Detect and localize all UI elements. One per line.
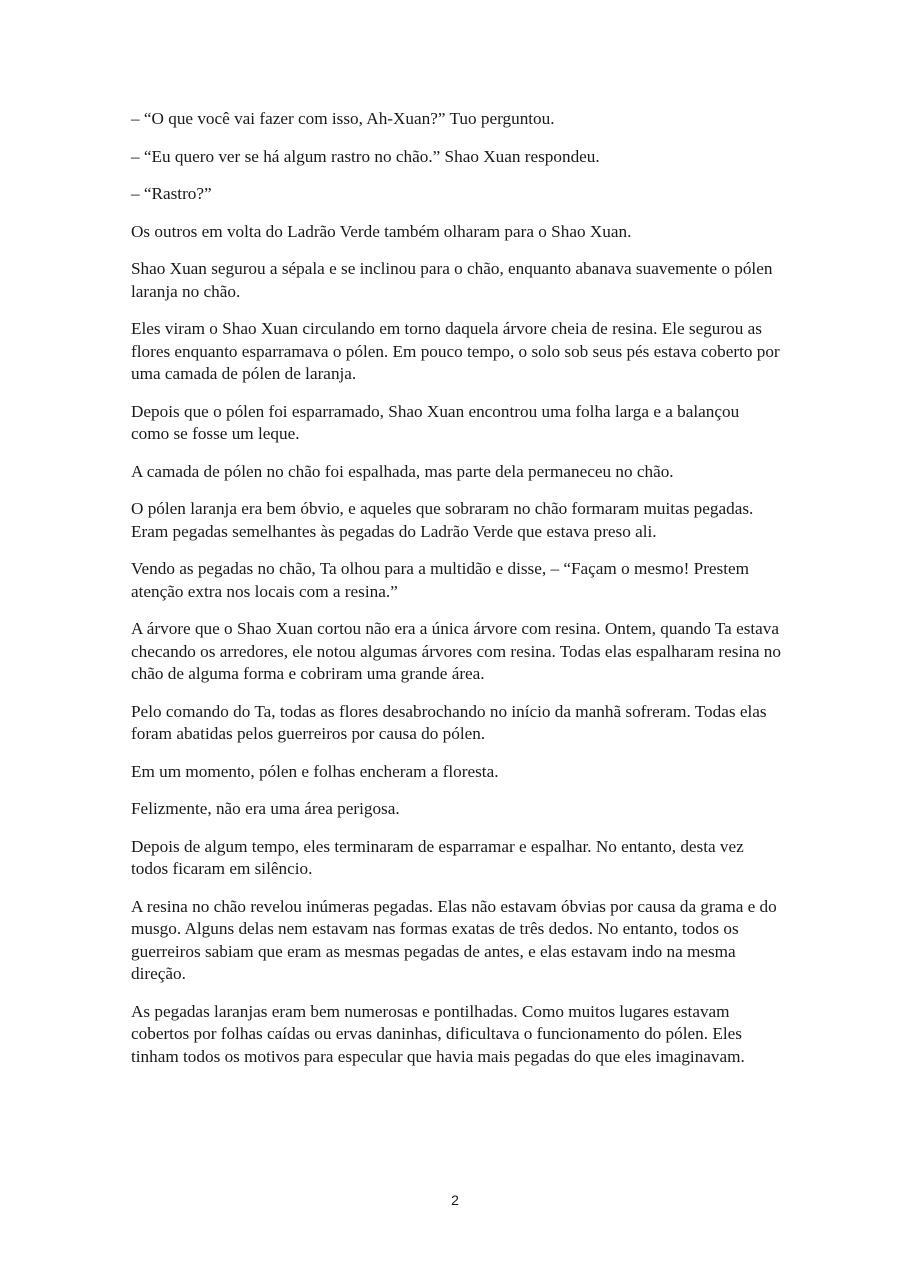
paragraph: Depois que o pólen foi esparramado, Shao Xuan encontrou uma folha larga e a balançou como se fosse um leque. <box>131 401 740 443</box>
paragraph: A árvore que o Shao Xuan cortou não era a única árvore com resina. Ontem, quando Ta estava checando os arredores, ele notou algumas árvores com resina. Todas elas espalharam resina no chão de alguma forma e cobriram uma grande área. <box>131 619 781 683</box>
paragraph: – “Rastro?” <box>131 184 212 203</box>
paragraph: Felizmente, não era uma área perigosa. <box>131 799 400 818</box>
paragraph: O pólen laranja era bem óbvio, e aqueles que sobraram no chão formaram muitas pegadas. Eram pegadas semelhantes às pegadas do Ladrão Verde que estava preso ali. <box>131 499 754 541</box>
paragraph: Shao Xuan segurou a sépala e se inclinou para o chão, enquanto abanava suavemente o pólen laranja no chão. <box>131 259 773 301</box>
paragraph: Pelo comando do Ta, todas as flores desabrochando no início da manhã sofreram. Todas elas foram abatidas pelos guerreiros por causa do pólen. <box>131 701 767 743</box>
paragraph: – “Eu quero ver se há algum rastro no chão.” Shao Xuan respondeu. <box>131 146 600 166</box>
paragraph: Os outros em volta do Ladrão Verde também olharam para o Shao Xuan. <box>131 221 632 241</box>
paragraph: A camada de pólen no chão foi espalhada, mas parte dela permaneceu no chão. <box>131 461 674 481</box>
paragraph: As pegadas laranjas eram bem numerosas e pontilhadas. Como muitos lugares estavam cobertos por folhas caídas ou ervas daninhas, dificultava o funcionamento do pólen. Eles tinham todos os motivos para especular que havia mais pegadas do que eles imaginavam. <box>131 1001 745 1066</box>
paragraph: – “O que você vai fazer com isso, Ah-Xuan?” Tuo perguntou. <box>131 109 555 128</box>
paragraph: Eles viram o Shao Xuan circulando em torno daquela árvore cheia de resina. Ele segurou as flores enquanto esparramava o pólen. Em pouco tempo, o solo sob seus pés estava coberto por uma camada de pólen de laranja. <box>131 319 780 383</box>
paragraph: Vendo as pegadas no chão, Ta olhou para a multidão e disse, – “Façam o mesmo! Prestem atenção extra nos locais com a resina.” <box>131 559 750 601</box>
page-number: 2 <box>451 1192 459 1208</box>
body-text <box>131 108 781 1083</box>
paragraph: A resina no chão revelou inúmeras pegadas. Elas não estavam óbvias por causa da grama e do musgo. Alguns delas nem estavam nas formas exatas de três dedos. No entanto, todos os guerreiros sabiam que eram as mesmas pegadas de antes, e elas estavam indo na mesma direção. <box>131 896 777 983</box>
paragraph: Em um momento, pólen e folhas encheram a floresta. <box>131 761 499 781</box>
paragraph: Depois de algum tempo, eles terminaram de esparramar e espalhar. No entanto, desta vez todos ficaram em silêncio. <box>131 836 744 878</box>
